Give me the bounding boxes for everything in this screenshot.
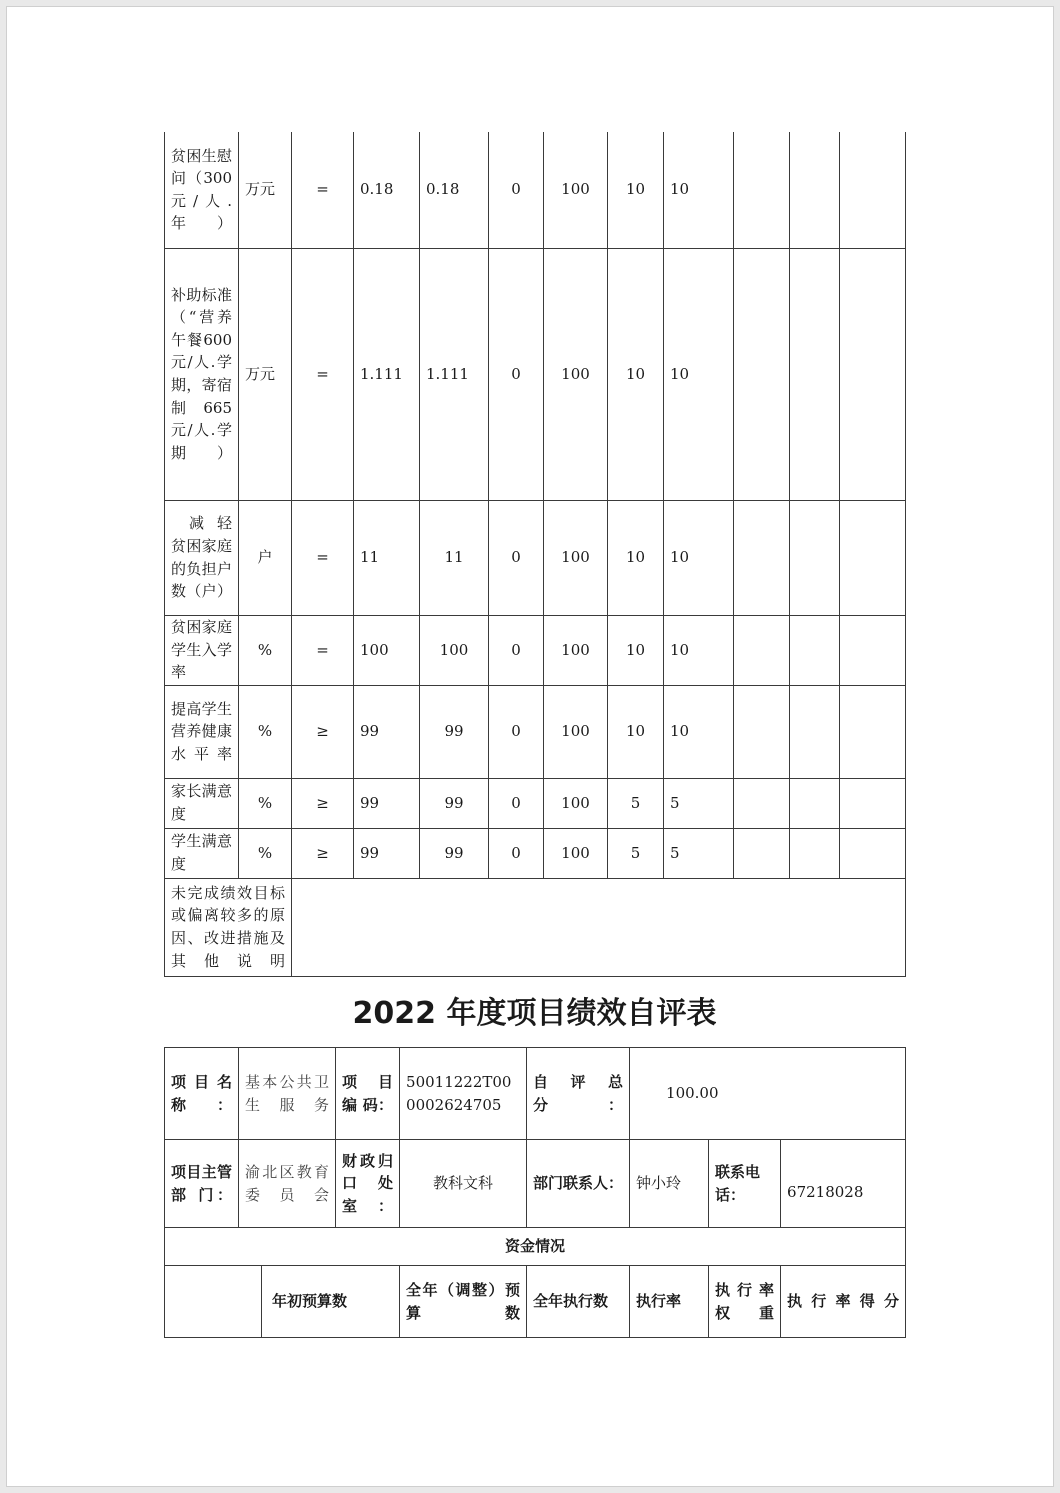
empty-cell (790, 685, 840, 778)
indicator-actual: 99 (420, 828, 489, 878)
self-score-label: 自 评 总 分： (527, 1048, 630, 1140)
empty-cell (840, 685, 906, 778)
indicator-deviation: 0 (489, 248, 544, 500)
project-code-value: 50011222T000002624705 (400, 1048, 527, 1140)
project-info-table (164, 1047, 906, 1338)
indicator-operator: = (292, 132, 354, 248)
indicator-unit: 万元 (239, 132, 292, 248)
table-row (165, 1228, 906, 1266)
reasons-content (292, 878, 906, 976)
indicator-name: 减轻贫困家庭的负担户数（户） (165, 500, 239, 615)
empty-cell (734, 132, 790, 248)
indicator-deviation: 0 (489, 500, 544, 615)
indicator-table (164, 132, 906, 977)
department-label: 项目主管 部 门： (165, 1140, 239, 1228)
empty-cell (790, 778, 840, 828)
indicator-name: 家长满意度 (165, 778, 239, 828)
indicator-unit: % (239, 778, 292, 828)
indicator-score: 10 (664, 132, 734, 248)
indicator-name: 学生满意度 (165, 828, 239, 878)
indicator-actual: 99 (420, 685, 489, 778)
contact-value: 钟小玲 (630, 1140, 709, 1228)
empty-cell (734, 615, 790, 685)
funds-header-initial-budget: 年初预算数 (262, 1266, 400, 1338)
empty-cell (840, 615, 906, 685)
indicator-deviation: 0 (489, 828, 544, 878)
indicator-actual: 100 (420, 615, 489, 685)
project-name-label: 项目名称： (165, 1048, 239, 1140)
indicator-rate: 100 (544, 685, 608, 778)
indicator-actual: 11 (420, 500, 489, 615)
empty-cell (840, 828, 906, 878)
indicator-name: 贫困家庭学生入学率 (165, 615, 239, 685)
indicator-weight: 10 (608, 615, 664, 685)
funds-header-executed: 全年执行数 (527, 1266, 630, 1338)
table-row (165, 500, 906, 615)
indicator-rate: 100 (544, 248, 608, 500)
indicator-operator: ≥ (292, 828, 354, 878)
indicator-deviation: 0 (489, 132, 544, 248)
indicator-unit: % (239, 615, 292, 685)
indicator-rate: 100 (544, 132, 608, 248)
funds-header-rate-score: 执行率得分 (781, 1266, 906, 1338)
indicator-target: 0.18 (354, 132, 420, 248)
indicator-actual: 1.111 (420, 248, 489, 500)
phone-value: 67218028 (781, 1140, 906, 1228)
indicator-deviation: 0 (489, 615, 544, 685)
table-row (165, 615, 906, 685)
indicator-weight: 10 (608, 500, 664, 615)
project-code-label: 项 目 编 码： (336, 1048, 400, 1140)
indicator-weight: 5 (608, 778, 664, 828)
indicator-rate: 100 (544, 828, 608, 878)
indicator-rate: 100 (544, 615, 608, 685)
empty-cell (790, 828, 840, 878)
indicator-weight: 10 (608, 248, 664, 500)
indicator-score: 10 (664, 500, 734, 615)
indicator-unit: % (239, 685, 292, 778)
table-row (165, 248, 906, 500)
empty-cell (790, 248, 840, 500)
indicator-weight: 5 (608, 828, 664, 878)
indicator-operator: = (292, 500, 354, 615)
indicator-operator: = (292, 615, 354, 685)
indicator-operator: = (292, 248, 354, 500)
indicator-target: 99 (354, 828, 420, 878)
indicator-score: 10 (664, 615, 734, 685)
indicator-target: 99 (354, 685, 420, 778)
finance-office-label: 财政归口处室： (336, 1140, 400, 1228)
indicator-weight: 10 (608, 132, 664, 248)
table-row (165, 878, 906, 976)
indicator-actual: 99 (420, 778, 489, 828)
empty-cell (734, 248, 790, 500)
indicator-actual: 0.18 (420, 132, 489, 248)
project-name-value: 基本公共卫生服务 (239, 1048, 336, 1140)
indicator-target: 100 (354, 615, 420, 685)
table-row (165, 1266, 906, 1338)
page-title: 2022 年度项目绩效自评表 (352, 996, 717, 1031)
table-row (165, 1048, 906, 1140)
indicator-deviation: 0 (489, 685, 544, 778)
indicator-score: 5 (664, 778, 734, 828)
finance-office-value: 教科文科 (400, 1140, 527, 1228)
empty-cell (165, 1266, 262, 1338)
table-row (165, 1140, 906, 1228)
empty-cell (790, 615, 840, 685)
funds-header-rate-weight: 执行率权重 (709, 1266, 781, 1338)
empty-cell (734, 828, 790, 878)
indicator-rate: 100 (544, 500, 608, 615)
self-score-value: 100.00 (630, 1048, 906, 1140)
empty-cell (840, 500, 906, 615)
indicator-target: 1.111 (354, 248, 420, 500)
empty-cell (790, 132, 840, 248)
indicator-unit: 户 (239, 500, 292, 615)
indicator-name: 贫困生慰问（300元/人.年） (165, 132, 239, 248)
indicator-unit: 万元 (239, 248, 292, 500)
empty-cell (840, 132, 906, 248)
empty-cell (790, 500, 840, 615)
indicator-score: 10 (664, 248, 734, 500)
department-value: 渝北区教育委员会 (239, 1140, 336, 1228)
table-row (165, 778, 906, 828)
indicator-weight: 10 (608, 685, 664, 778)
table-row (165, 685, 906, 778)
indicator-rate: 100 (544, 778, 608, 828)
empty-cell (840, 248, 906, 500)
indicator-operator: ≥ (292, 778, 354, 828)
contact-label: 部门联系人： (527, 1140, 630, 1228)
reasons-label: 未完成绩效目标或偏离较多的原因、改进措施及其他说明 (165, 878, 292, 976)
table-row (165, 828, 906, 878)
empty-cell (734, 778, 790, 828)
indicator-target: 99 (354, 778, 420, 828)
phone-label: 联系电话： (709, 1140, 781, 1228)
empty-cell (734, 500, 790, 615)
table-row (165, 132, 906, 248)
indicator-deviation: 0 (489, 778, 544, 828)
indicator-name: 提高学生营养健康水平率 (165, 685, 239, 778)
empty-cell (734, 685, 790, 778)
indicator-score: 5 (664, 828, 734, 878)
empty-cell (840, 778, 906, 828)
funds-header-adjusted-budget: 全年（调整）预算数 (400, 1266, 527, 1338)
indicator-target: 11 (354, 500, 420, 615)
funds-section-label: 资金情况 (165, 1228, 906, 1266)
funds-header-exec-rate: 执行率 (630, 1266, 709, 1338)
indicator-name: 补助标准（“营养午餐600元/人.学期，寄宿制665元/人.学期） (165, 248, 239, 500)
indicator-operator: ≥ (292, 685, 354, 778)
indicator-score: 10 (664, 685, 734, 778)
indicator-unit: % (239, 828, 292, 878)
